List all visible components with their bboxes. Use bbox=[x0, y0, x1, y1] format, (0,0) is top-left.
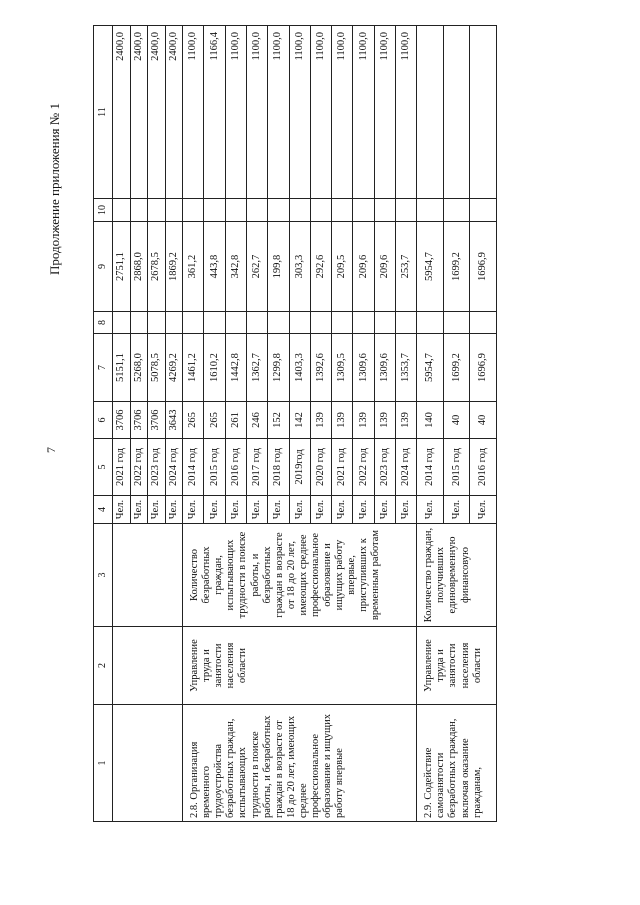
unit-cell: Чел. bbox=[396, 496, 417, 524]
header-cell: 7 bbox=[94, 334, 113, 402]
unit-cell: Чел. bbox=[443, 496, 470, 524]
unit-cell: Чел. bbox=[417, 496, 444, 524]
indicator-name-cell: Количество граждан, получивших единовременную финансовую bbox=[417, 524, 497, 627]
value-col-6: 261 bbox=[225, 402, 246, 439]
unit-cell: Чел. bbox=[289, 496, 310, 524]
responsible-executor-cell: Управление труда и занятости населения области bbox=[183, 627, 417, 705]
value-col-7: 1353,7 bbox=[396, 334, 417, 402]
value-col-11: 2400,0 bbox=[165, 26, 183, 199]
value-col-7: 5268,0 bbox=[130, 334, 148, 402]
unit-cell: Чел. bbox=[165, 496, 183, 524]
page-number: 7 bbox=[44, 447, 58, 453]
value-col-7: 5078,5 bbox=[148, 334, 166, 402]
unit-cell: Чел. bbox=[353, 496, 374, 524]
value-col-6: 152 bbox=[268, 402, 289, 439]
unit-cell: Чел. bbox=[268, 496, 289, 524]
value-col-10 bbox=[268, 199, 289, 222]
value-col-9: 1869,2 bbox=[165, 222, 183, 312]
value-col-10 bbox=[165, 199, 183, 222]
measure-name-cell: 2.8. Организация временного трудоустройства безработных граждан, испытывающих трудности в поиске работы, и безработных граждан в возрасте от 18 до 20 лет, имеющих среднее профессиональное образование и ищущих работу впервые bbox=[183, 705, 417, 822]
unit-cell: Чел. bbox=[247, 496, 268, 524]
value-col-7: 1610,2 bbox=[204, 334, 225, 402]
year-cell: 2022 год bbox=[353, 439, 374, 496]
value-col-10 bbox=[332, 199, 353, 222]
value-col-11: 1100,0 bbox=[332, 26, 353, 199]
value-col-11: 1100,0 bbox=[374, 26, 395, 199]
value-col-9: 209,6 bbox=[374, 222, 395, 312]
value-col-10 bbox=[310, 199, 331, 222]
value-col-11: 1100,0 bbox=[247, 26, 268, 199]
year-cell: 2023 год bbox=[148, 439, 166, 496]
value-col-10 bbox=[130, 199, 148, 222]
header-cell: 11 bbox=[94, 26, 113, 199]
value-col-8 bbox=[113, 312, 131, 334]
header-cell: 10 bbox=[94, 199, 113, 222]
value-col-6: 139 bbox=[310, 402, 331, 439]
indicator-name-cell: Количество безработных граждан, испытывающих трудности в поиске работы, и безработных граждан в возрасте от 18 до 20 лет, имеющих среднее профессиональное образование и ищущих работу впервые, приступивших к временным работам bbox=[183, 524, 417, 627]
value-col-8 bbox=[310, 312, 331, 334]
value-col-9: 342,8 bbox=[225, 222, 246, 312]
year-cell: 2021 год bbox=[113, 439, 131, 496]
value-col-10 bbox=[289, 199, 310, 222]
value-col-11: 1100,0 bbox=[310, 26, 331, 199]
measure-name-cell: 2.9. Содействие самозанятости безработных граждан, включая оказание гражданам, bbox=[417, 705, 497, 822]
value-col-8 bbox=[374, 312, 395, 334]
value-col-8 bbox=[443, 312, 470, 334]
unit-cell: Чел. bbox=[183, 496, 204, 524]
value-col-6: 246 bbox=[247, 402, 268, 439]
value-col-10 bbox=[247, 199, 268, 222]
year-cell: 2016 год bbox=[470, 439, 497, 496]
header-cell: 9 bbox=[94, 222, 113, 312]
year-cell: 2021 год bbox=[332, 439, 353, 496]
value-col-6: 139 bbox=[353, 402, 374, 439]
header-cell: 2 bbox=[94, 627, 113, 705]
value-col-7: 4269,2 bbox=[165, 334, 183, 402]
year-cell: 2022 год bbox=[130, 439, 148, 496]
value-col-7: 5151,1 bbox=[113, 334, 131, 402]
header-cell: 1 bbox=[94, 705, 113, 822]
value-col-8 bbox=[183, 312, 204, 334]
value-col-9: 253,7 bbox=[396, 222, 417, 312]
year-cell: 2015 год bbox=[443, 439, 470, 496]
value-col-8 bbox=[332, 312, 353, 334]
value-col-6: 139 bbox=[396, 402, 417, 439]
value-col-11: 1100,0 bbox=[396, 26, 417, 199]
value-col-9: 262,7 bbox=[247, 222, 268, 312]
unit-cell: Чел. bbox=[130, 496, 148, 524]
header-cell: 5 bbox=[94, 439, 113, 496]
value-col-7: 1461,2 bbox=[183, 334, 204, 402]
year-cell: 2020 год bbox=[310, 439, 331, 496]
value-col-8 bbox=[353, 312, 374, 334]
value-col-11: 1100,0 bbox=[353, 26, 374, 199]
unit-cell: Чел. bbox=[470, 496, 497, 524]
appendix-caption: Продолжение приложения № 1 bbox=[47, 103, 62, 275]
header-row bbox=[94, 26, 113, 822]
value-col-11: 2400,0 bbox=[148, 26, 166, 199]
year-cell: 2024 год bbox=[165, 439, 183, 496]
value-col-9: 199,8 bbox=[268, 222, 289, 312]
value-col-7: 1309,6 bbox=[353, 334, 374, 402]
value-col-6: 3643 bbox=[165, 402, 183, 439]
year-cell: 2016 год bbox=[225, 439, 246, 496]
value-col-8 bbox=[247, 312, 268, 334]
table-row bbox=[417, 26, 444, 822]
value-col-8 bbox=[396, 312, 417, 334]
year-cell: 2015 год bbox=[204, 439, 225, 496]
unit-cell: Чел. bbox=[148, 496, 166, 524]
header-cell: 3 bbox=[94, 524, 113, 627]
year-cell: 2024 год bbox=[396, 439, 417, 496]
value-col-7: 1699,2 bbox=[443, 334, 470, 402]
value-col-9: 1696,9 bbox=[470, 222, 497, 312]
table-row bbox=[183, 26, 204, 822]
value-col-11: 1100,0 bbox=[183, 26, 204, 199]
unit-cell: Чел. bbox=[332, 496, 353, 524]
value-col-10 bbox=[183, 199, 204, 222]
value-col-8 bbox=[204, 312, 225, 334]
value-col-10 bbox=[470, 199, 497, 222]
value-col-9: 209,6 bbox=[353, 222, 374, 312]
value-col-6: 140 bbox=[417, 402, 444, 439]
value-col-11: 1100,0 bbox=[289, 26, 310, 199]
value-col-9: 5954,7 bbox=[417, 222, 444, 312]
data-table bbox=[93, 25, 497, 822]
value-col-8 bbox=[148, 312, 166, 334]
value-col-7: 1309,6 bbox=[374, 334, 395, 402]
value-col-7: 1403,3 bbox=[289, 334, 310, 402]
value-col-6: 3706 bbox=[113, 402, 131, 439]
unit-cell: Чел. bbox=[113, 496, 131, 524]
value-col-8 bbox=[130, 312, 148, 334]
value-col-7: 1309,5 bbox=[332, 334, 353, 402]
responsible-executor-cell: Управление труда и занятости населения области bbox=[417, 627, 497, 705]
year-cell: 2014 год bbox=[417, 439, 444, 496]
value-col-11: 2400,0 bbox=[113, 26, 131, 199]
value-col-8 bbox=[289, 312, 310, 334]
continuation-col-2-cell bbox=[113, 627, 183, 705]
value-col-6: 3706 bbox=[130, 402, 148, 439]
continuation-col-1-cell bbox=[113, 705, 183, 822]
value-col-9: 1699,2 bbox=[443, 222, 470, 312]
value-col-10 bbox=[225, 199, 246, 222]
value-col-10 bbox=[148, 199, 166, 222]
value-col-9: 443,8 bbox=[204, 222, 225, 312]
value-col-9: 2678,5 bbox=[148, 222, 166, 312]
table-row bbox=[113, 26, 131, 822]
value-col-8 bbox=[470, 312, 497, 334]
value-col-10 bbox=[417, 199, 444, 222]
value-col-8 bbox=[165, 312, 183, 334]
value-col-10 bbox=[443, 199, 470, 222]
value-col-10 bbox=[374, 199, 395, 222]
value-col-9: 303,3 bbox=[289, 222, 310, 312]
value-col-11: 1166,4 bbox=[204, 26, 225, 199]
value-col-7: 5954,7 bbox=[417, 334, 444, 402]
value-col-6: 40 bbox=[470, 402, 497, 439]
unit-cell: Чел. bbox=[204, 496, 225, 524]
value-col-8 bbox=[225, 312, 246, 334]
value-col-11 bbox=[443, 26, 470, 199]
value-col-6: 142 bbox=[289, 402, 310, 439]
year-cell: 2017 год bbox=[247, 439, 268, 496]
value-col-6: 265 bbox=[204, 402, 225, 439]
value-col-9: 361,2 bbox=[183, 222, 204, 312]
value-col-7: 1696,9 bbox=[470, 334, 497, 402]
unit-cell: Чел. bbox=[310, 496, 331, 524]
value-col-9: 2868,0 bbox=[130, 222, 148, 312]
value-col-6: 139 bbox=[374, 402, 395, 439]
value-col-8 bbox=[268, 312, 289, 334]
value-col-6: 265 bbox=[183, 402, 204, 439]
value-col-11: 2400,0 bbox=[130, 26, 148, 199]
value-col-9: 2751,1 bbox=[113, 222, 131, 312]
value-col-10 bbox=[353, 199, 374, 222]
header-cell: 8 bbox=[94, 312, 113, 334]
year-cell: 2018 год bbox=[268, 439, 289, 496]
value-col-9: 292,6 bbox=[310, 222, 331, 312]
year-cell: 2023 год bbox=[374, 439, 395, 496]
value-col-10 bbox=[113, 199, 131, 222]
value-col-10 bbox=[204, 199, 225, 222]
unit-cell: Чел. bbox=[225, 496, 246, 524]
header-cell: 4 bbox=[94, 496, 113, 524]
value-col-7: 1392,6 bbox=[310, 334, 331, 402]
unit-cell: Чел. bbox=[374, 496, 395, 524]
value-col-11: 1100,0 bbox=[268, 26, 289, 199]
value-col-6: 139 bbox=[332, 402, 353, 439]
value-col-6: 40 bbox=[443, 402, 470, 439]
year-cell: 2019год bbox=[289, 439, 310, 496]
value-col-7: 1442,8 bbox=[225, 334, 246, 402]
value-col-7: 1362,7 bbox=[247, 334, 268, 402]
value-col-7: 1299,8 bbox=[268, 334, 289, 402]
header-cell: 6 bbox=[94, 402, 113, 439]
value-col-11 bbox=[470, 26, 497, 199]
value-col-11: 1100,0 bbox=[225, 26, 246, 199]
value-col-6: 3706 bbox=[148, 402, 166, 439]
value-col-8 bbox=[417, 312, 444, 334]
continuation-col-3-cell bbox=[113, 524, 183, 627]
value-col-9: 209,5 bbox=[332, 222, 353, 312]
rotated-table-container bbox=[93, 26, 497, 822]
value-col-10 bbox=[396, 199, 417, 222]
year-cell: 2014 год bbox=[183, 439, 204, 496]
value-col-11 bbox=[417, 26, 444, 199]
